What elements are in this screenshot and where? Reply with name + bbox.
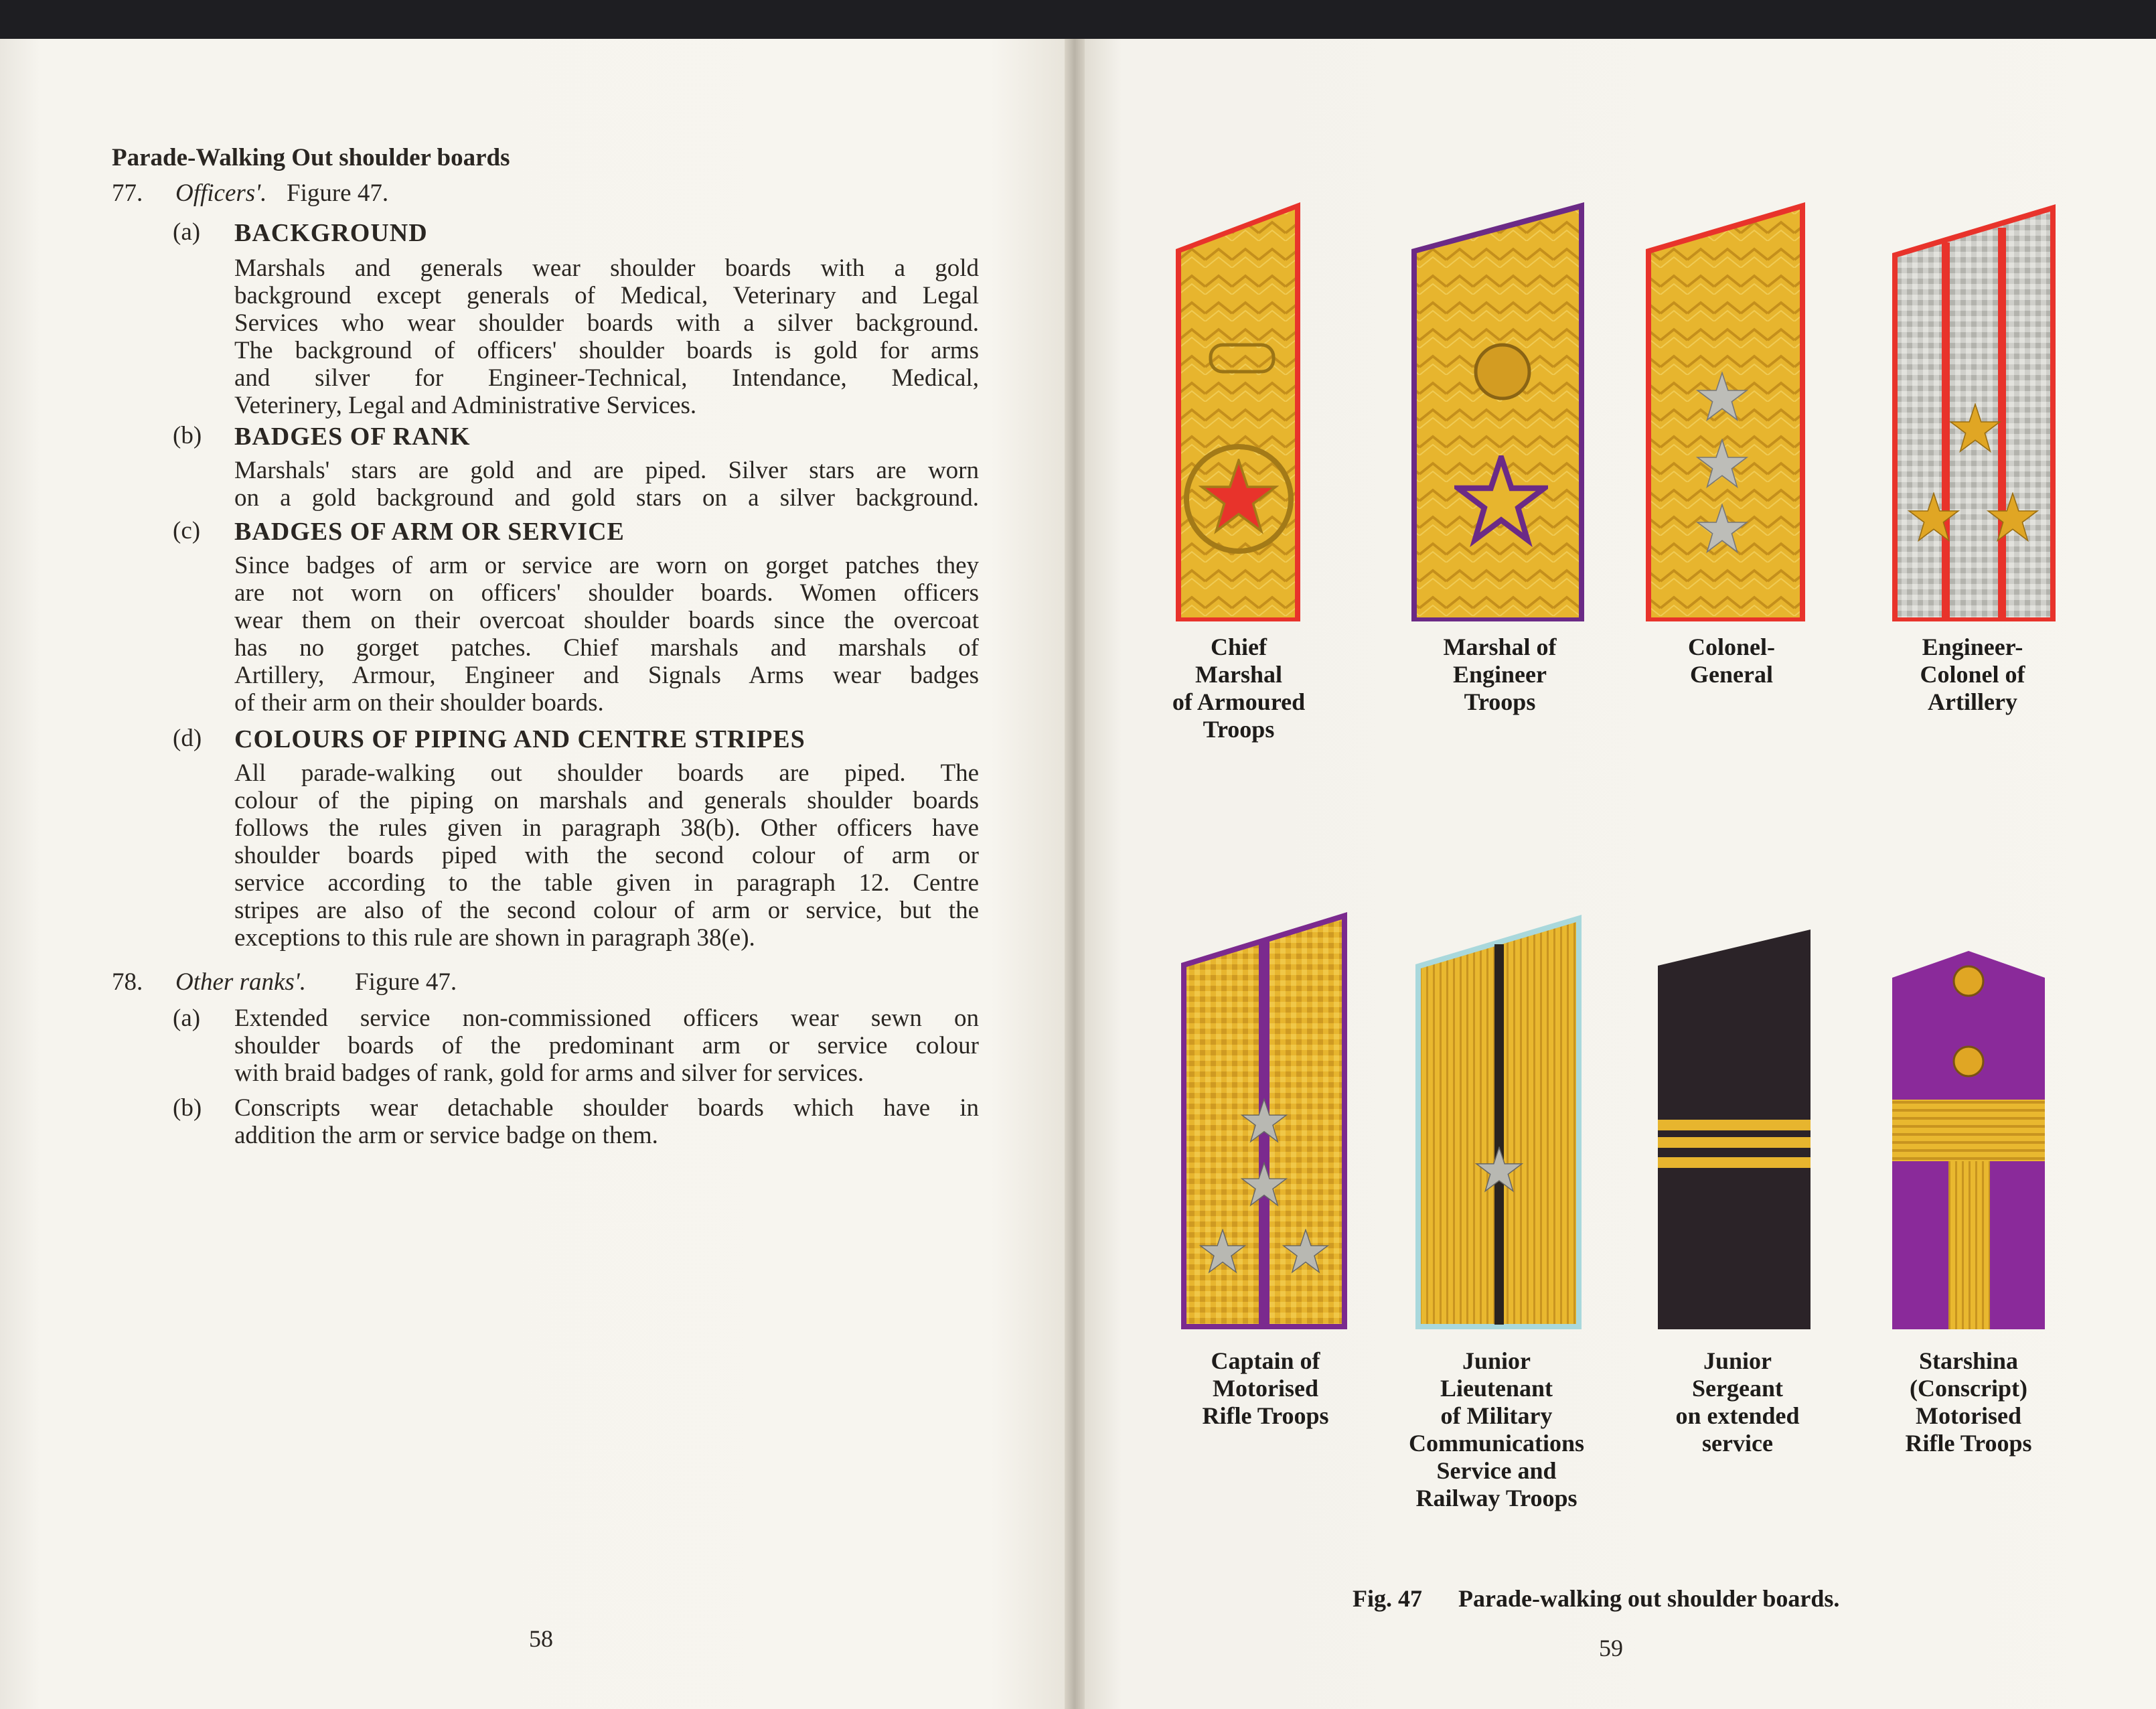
- engineer-emblem-icon: [1476, 345, 1529, 398]
- caption-line: Captain of: [1211, 1347, 1320, 1374]
- figure-caption-text: Parade-walking out shoulder boards.: [1458, 1585, 1840, 1612]
- section-heading: Parade-Walking Out shoulder boards: [112, 144, 510, 171]
- text-line: follows the rules given in paragraph 38(b). Other officers have: [234, 814, 979, 842]
- caption-line: General: [1690, 661, 1773, 688]
- item-78b-letter: (b): [173, 1094, 202, 1122]
- text-line: has no gorget patches. Chief marshals and marshals of: [234, 634, 979, 662]
- caption-board-6: [1399, 1347, 1594, 1512]
- item-77d-heading: COLOURS OF PIPING AND CENTRE STRIPES: [234, 725, 805, 753]
- text-line: Conscripts wear detachable shoulder boards which have in: [234, 1094, 979, 1122]
- item-77-title: Officers'.: [175, 179, 267, 207]
- text-line: Services who wear shoulder boards with a silver background.: [234, 309, 979, 337]
- text-line: of their arm on their shoulder boards.: [234, 689, 604, 717]
- caption-line: of Armoured: [1172, 688, 1306, 715]
- caption-line: Motorised: [1916, 1402, 2021, 1429]
- page-number-left: 58: [529, 1625, 553, 1652]
- text-line: The background of officers' shoulder boards is gold for arms: [234, 337, 979, 364]
- caption-line: Troops: [1203, 716, 1275, 743]
- board-junior-lieutenant: [1415, 915, 1582, 1329]
- board-chief-marshal-armoured: [1176, 202, 1300, 621]
- caption-line: Colonel of: [1920, 661, 2025, 688]
- text-line: with braid badges of rank, gold for arms and silver for services.: [234, 1059, 864, 1087]
- caption-line: service: [1702, 1430, 1773, 1457]
- text-line: Since badges of arm or service are worn on gorget patches they: [234, 552, 979, 579]
- hammer-sickle-button-icon: [1954, 966, 1983, 996]
- text-line: stripes are also of the second colour of arm or service, but the: [234, 897, 979, 924]
- caption-board-1: [1165, 634, 1312, 743]
- caption-line: Engineer: [1453, 661, 1547, 688]
- caption-line: Rifle Troops: [1202, 1402, 1329, 1429]
- caption-board-4: [1899, 634, 2046, 716]
- caption-board-8: [1888, 1347, 2049, 1457]
- item-77b-heading: BADGES OF RANK: [234, 423, 471, 451]
- item-78-figure-ref: Figure 47.: [355, 968, 457, 996]
- caption-line: (Conscript): [1910, 1375, 2027, 1402]
- caption-line: Sergeant: [1692, 1375, 1783, 1402]
- item-78-number: 78.: [112, 968, 143, 996]
- text-line: background except generals of Medical, Veterinary and Legal: [234, 282, 979, 309]
- text-line: are not worn on officers' shoulder boards. Women officers: [234, 579, 979, 607]
- board-junior-sergeant: [1658, 930, 1811, 1329]
- caption-line: Rifle Troops: [1905, 1430, 2032, 1457]
- item-77d-letter: (d): [173, 725, 202, 752]
- figure-label: Fig. 47: [1353, 1585, 1422, 1612]
- item-77c-heading: BADGES OF ARM OR SERVICE: [234, 518, 625, 546]
- item-77-number: 77.: [112, 179, 143, 207]
- text-line: Veterinery, Legal and Administrative Services.: [234, 392, 697, 419]
- item-77-figure-ref: Figure 47.: [287, 179, 389, 207]
- caption-line: Lieutenant: [1440, 1375, 1553, 1402]
- text-line: service according to the table given in paragraph 12. Centre: [234, 869, 979, 897]
- text-line: and silver for Engineer-Technical, Intendance, Medical,: [234, 364, 979, 392]
- caption-line: Artillery: [1928, 688, 2017, 715]
- board-marshal-engineer: [1411, 202, 1584, 621]
- caption-board-7: [1661, 1347, 1815, 1457]
- board-captain-motorised-rifle: [1181, 912, 1347, 1329]
- caption-line: on extended: [1675, 1402, 1800, 1429]
- text-line: shoulder boards piped with the second colour of arm or: [234, 842, 979, 869]
- caption-line: Motorised: [1213, 1375, 1318, 1402]
- item-77a-letter: (a): [173, 218, 201, 246]
- text-line: exceptions to this rule are shown in paragraph 38(e).: [234, 924, 755, 952]
- text-line: Marshals' stars are gold and are piped. Silver stars are worn: [234, 457, 979, 484]
- caption-line: of Military: [1440, 1402, 1553, 1429]
- caption-line: Engineer-: [1922, 634, 2023, 660]
- board-colonel-general: [1646, 202, 1805, 621]
- caption-line: Marshal of: [1443, 634, 1557, 660]
- text-line: Extended service non-commissioned officers wear sewn on: [234, 1005, 979, 1032]
- caption-line: Service and: [1436, 1457, 1557, 1484]
- text-line: colour of the piping on marshals and generals shoulder boards: [234, 787, 979, 814]
- caption-line: Starshina: [1918, 1347, 2019, 1374]
- caption-line: Colonel-: [1688, 634, 1775, 660]
- caption-line: Chief Marshal: [1195, 634, 1282, 688]
- figure-caption: [1353, 1584, 1839, 1613]
- item-77a-heading: BACKGROUND: [234, 219, 428, 247]
- page-number-right: 59: [1599, 1635, 1623, 1661]
- caption-board-2: [1419, 634, 1580, 716]
- text-line: All parade-walking out shoulder boards are piped. The: [234, 759, 979, 787]
- item-77c-letter: (c): [173, 517, 201, 544]
- caption-line: Railway Troops: [1415, 1485, 1577, 1511]
- board-starshina-conscript: [1892, 951, 2045, 1329]
- caption-line: Communications: [1408, 1430, 1585, 1457]
- text-line: wear them on their overcoat shoulder boards since the overcoat: [234, 607, 979, 634]
- text-line: shoulder boards of the predominant arm or service colour: [234, 1032, 979, 1059]
- text-line: Marshals and generals wear shoulder boards with a gold: [234, 254, 979, 282]
- caption-line: Junior: [1462, 1347, 1531, 1374]
- arm-badge-icon: [1954, 1047, 1983, 1076]
- caption-line: Troops: [1464, 688, 1536, 715]
- text-line: on a gold background and gold stars on a silver background.: [234, 484, 979, 512]
- caption-line: Junior: [1703, 1347, 1772, 1374]
- caption-board-5: [1185, 1347, 1346, 1430]
- text-line: addition the arm or service badge on them.: [234, 1122, 658, 1149]
- board-engineer-colonel-artillery: [1892, 204, 2056, 621]
- item-78-title: Other ranks'.: [175, 968, 306, 996]
- item-78a-letter: (a): [173, 1005, 201, 1032]
- caption-board-3: [1658, 634, 1805, 688]
- item-77b-letter: (b): [173, 422, 202, 449]
- text-line: Artillery, Armour, Engineer and Signals Arms wear badges: [234, 662, 979, 689]
